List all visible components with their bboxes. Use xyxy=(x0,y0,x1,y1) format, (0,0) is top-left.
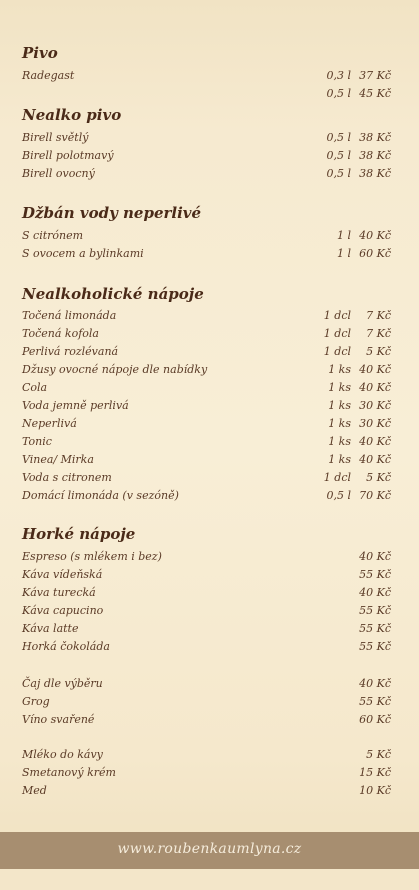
menu-item xyxy=(22,131,391,149)
item-quantity: 0,5 l xyxy=(326,131,351,144)
item-price: 55 Kč xyxy=(359,604,391,617)
website-link[interactable]: www.roubenkaumlyna.cz xyxy=(117,841,302,857)
menu-item xyxy=(22,453,391,471)
item-price: 55 Kč xyxy=(359,622,391,635)
item-name: Čaj dle výběru xyxy=(22,677,103,690)
item-price: 5 Kč xyxy=(366,748,391,761)
item-quantity: 1 l xyxy=(336,247,351,260)
item-price: 30 Kč xyxy=(359,399,391,412)
item-price: 60 Kč xyxy=(359,247,391,260)
item-quantity: 0,3 l xyxy=(326,69,351,82)
item-quantity: 0,5 l xyxy=(326,149,351,162)
item-price: 5 Kč xyxy=(366,345,391,358)
item-name: Káva latte xyxy=(22,622,79,635)
menu-item xyxy=(22,435,391,453)
item-price: 40 Kč xyxy=(359,435,391,448)
item-quantity: 0,5 l xyxy=(326,489,351,502)
section-title-pivo: Pivo xyxy=(22,44,58,62)
item-price: 37 Kč xyxy=(359,69,391,82)
item-name: Točená limonáda xyxy=(22,309,117,322)
item-price: 55 Kč xyxy=(359,568,391,581)
item-name: Voda s citronem xyxy=(22,471,112,484)
item-name: Mléko do kávy xyxy=(22,748,103,761)
menu-item xyxy=(22,309,391,327)
item-name: Káva vídeňská xyxy=(22,568,103,581)
item-name: Točená kofola xyxy=(22,327,99,340)
item-price: 38 Kč xyxy=(359,167,391,180)
menu-item xyxy=(22,327,391,345)
menu-item xyxy=(22,149,391,167)
item-price: 40 Kč xyxy=(359,381,391,394)
menu-item xyxy=(22,713,391,731)
menu-item xyxy=(22,550,391,568)
item-name: Espreso (s mlékem i bez) xyxy=(22,550,162,563)
item-price: 60 Kč xyxy=(359,713,391,726)
item-price: 40 Kč xyxy=(359,550,391,563)
item-name: Med xyxy=(22,784,47,797)
menu-item xyxy=(22,568,391,586)
footer-bar xyxy=(0,832,419,869)
item-quantity: 1 ks xyxy=(328,417,351,430)
menu-item xyxy=(22,399,391,417)
bottom-strip xyxy=(0,869,419,890)
menu-item xyxy=(22,748,391,766)
item-quantity: 1 dcl xyxy=(323,345,351,358)
item-name: Káva turecká xyxy=(22,586,96,599)
menu-item xyxy=(22,417,391,435)
section-title-nealko-pivo: Nealko pivo xyxy=(22,106,122,124)
item-name: Voda jemně perlivá xyxy=(22,399,129,412)
menu-item xyxy=(22,363,391,381)
item-price: 5 Kč xyxy=(366,471,391,484)
item-quantity: 0,5 l xyxy=(326,167,351,180)
menu-item xyxy=(22,489,391,507)
item-price: 40 Kč xyxy=(359,586,391,599)
item-quantity: 1 ks xyxy=(328,453,351,466)
item-name: Káva capucino xyxy=(22,604,104,617)
item-price: 55 Kč xyxy=(359,695,391,708)
item-quantity: 1 ks xyxy=(328,363,351,376)
item-name: S citrónem xyxy=(22,229,84,242)
item-quantity: 1 dcl xyxy=(323,471,351,484)
item-quantity: 1 dcl xyxy=(323,309,351,322)
item-price: 38 Kč xyxy=(359,149,391,162)
item-quantity: 1 ks xyxy=(328,399,351,412)
menu-item xyxy=(22,784,391,802)
item-name: Cola xyxy=(22,381,48,394)
menu-item xyxy=(22,622,391,640)
item-name: Grog xyxy=(22,695,50,708)
item-price: 40 Kč xyxy=(359,229,391,242)
item-name: Birell ovocný xyxy=(22,167,95,180)
item-price: 10 Kč xyxy=(359,784,391,797)
menu-item xyxy=(22,586,391,604)
item-name: Tonic xyxy=(22,435,52,448)
item-name: Birell polotmavý xyxy=(22,149,114,162)
menu-item xyxy=(22,604,391,622)
item-name: Perlivá rozlévaná xyxy=(22,345,119,358)
item-quantity: 1 dcl xyxy=(323,327,351,340)
item-price: 7 Kč xyxy=(366,327,391,340)
item-quantity: 1 l xyxy=(336,229,351,242)
item-name: Vinea/ Mirka xyxy=(22,453,94,466)
item-price: 38 Kč xyxy=(359,131,391,144)
item-name: S ovocem a bylinkami xyxy=(22,247,144,260)
item-name: Domácí limonáda (v sezóně) xyxy=(22,489,179,502)
item-name: Horká čokoláda xyxy=(22,640,110,653)
menu-item xyxy=(22,695,391,713)
menu-item xyxy=(22,471,391,489)
item-price: 15 Kč xyxy=(359,766,391,779)
item-name: Birell světlý xyxy=(22,131,89,144)
item-price: 30 Kč xyxy=(359,417,391,430)
item-name: Víno svařené xyxy=(22,713,95,726)
section-title-nealkoholicke-napoje: Nealkoholické nápoje xyxy=(22,285,204,303)
menu-item xyxy=(22,381,391,399)
item-price: 70 Kč xyxy=(359,489,391,502)
menu-item xyxy=(22,167,391,185)
menu-item xyxy=(22,677,391,695)
menu-item xyxy=(22,69,391,87)
item-price: 40 Kč xyxy=(359,363,391,376)
section-title-horke-napoje: Horké nápoje xyxy=(22,525,136,543)
item-quantity: 1 ks xyxy=(328,381,351,394)
menu-item xyxy=(22,766,391,784)
item-price: 7 Kč xyxy=(366,309,391,322)
item-name: Smetanový krém xyxy=(22,766,116,779)
item-price: 55 Kč xyxy=(359,640,391,653)
section-title-dzban-vody: Džbán vody neperlivé xyxy=(22,204,202,222)
item-name: Neperlivá xyxy=(22,417,77,430)
menu-item xyxy=(22,640,391,658)
item-quantity: 1 ks xyxy=(328,435,351,448)
menu-item xyxy=(22,87,391,105)
item-price: 40 Kč xyxy=(359,677,391,690)
item-price: 40 Kč xyxy=(359,453,391,466)
item-price: 45 Kč xyxy=(359,87,391,100)
menu-item xyxy=(22,229,391,247)
item-name: Radegast xyxy=(22,69,75,82)
menu-item xyxy=(22,345,391,363)
menu-item xyxy=(22,247,391,265)
item-name: Džusy ovocné nápoje dle nabídky xyxy=(22,363,208,376)
item-quantity: 0,5 l xyxy=(326,87,351,100)
